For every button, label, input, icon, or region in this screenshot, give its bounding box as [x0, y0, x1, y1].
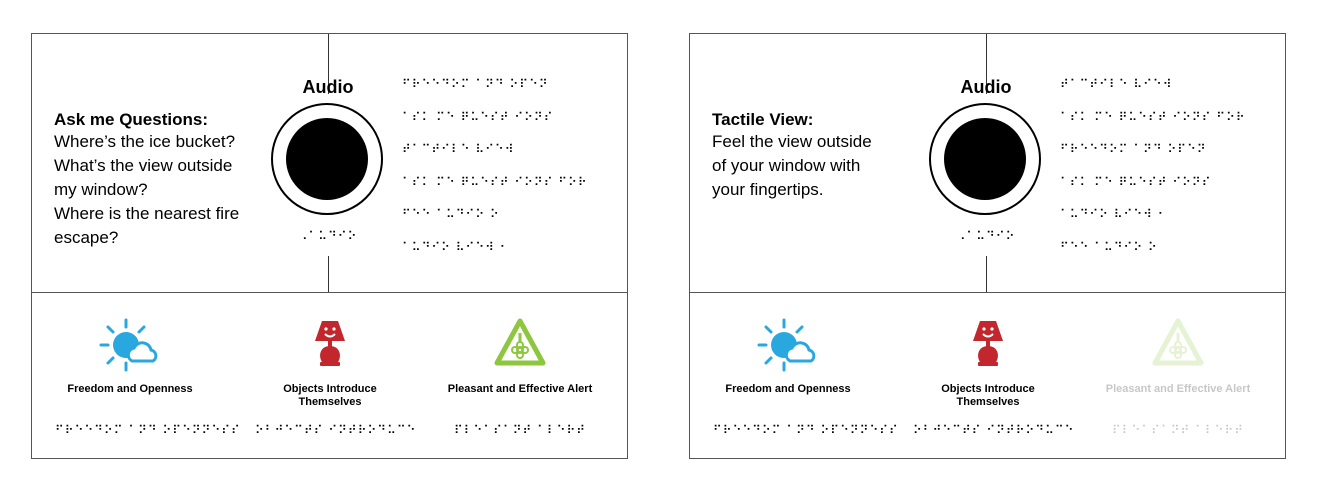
description-text-block [712, 110, 872, 202]
braille-line: ⠁⠎⠅ ⠍⠑ ⠟⠥⠑⠎⠞ ⠊⠕⠝⠎ [1060, 174, 1212, 189]
feature-label: Objects Introduce Themselves [941, 383, 1035, 408]
feature-braille: ⠕⠃⠚⠑⠉⠞⠎ ⠊⠝⠞⠗⠕⠙⠥⠉⠑ [255, 423, 417, 437]
smiling-lamp-icon [298, 317, 362, 373]
smiling-lamp-icon [956, 317, 1020, 373]
feature-alert [445, 317, 595, 437]
panel-title: Tactile View: [712, 110, 814, 129]
feature-label: Freedom and Openness [725, 383, 851, 395]
braille-line: ⠁⠎⠅ ⠍⠑ ⠟⠥⠑⠎⠞ ⠊⠕⠝⠎ [402, 109, 554, 124]
text-line: of your window with [712, 156, 861, 175]
feature-braille: ⠕⠃⠚⠑⠉⠞⠎ ⠊⠝⠞⠗⠕⠙⠥⠉⠑ [913, 423, 1075, 437]
connector-line-bottom [328, 256, 329, 293]
audio-knob[interactable] [271, 103, 383, 215]
question-text-block [54, 110, 239, 250]
audio-knob-center[interactable] [286, 118, 368, 200]
braille-line: ⠁⠥⠙⠊⠕ ⠧⠊⠑⠺ ⠂ [1060, 207, 1168, 221]
card-panel-ask-questions [31, 33, 628, 459]
feature-braille: ⠏⠇⠑⠁⠎⠁⠝⠞ ⠁⠇⠑⠗⠞ [453, 423, 587, 437]
braille-line: ⠋⠑⠑ ⠁⠥⠙⠊⠕ ⠕ [402, 207, 500, 221]
braille-line: ⠋⠗⠑⠑⠙⠕⠍ ⠁⠝⠙ ⠕⠏⠑⠝ [402, 77, 549, 91]
feature-objects [913, 317, 1075, 437]
feature-braille: ⠏⠇⠑⠁⠎⠁⠝⠞ ⠁⠇⠑⠗⠞ [1111, 423, 1245, 437]
text-line: Where is the nearest fire [54, 204, 240, 223]
audio-label: Audio [960, 77, 1012, 97]
connector-line-bottom [986, 256, 987, 293]
audio-braille-label: ⠠⠁⠥⠙⠊⠕ [298, 229, 358, 243]
feature-label: Pleasant and Effective Alert [1105, 383, 1251, 395]
braille-line: ⠞⠁⠉⠞⠊⠇⠑ ⠧⠊⠑⠺ [402, 142, 515, 156]
sun-cloud-icon [756, 317, 820, 373]
braille-line: ⠞⠁⠉⠞⠊⠇⠑ ⠧⠊⠑⠺ [1060, 77, 1173, 91]
braille-line: ⠁⠎⠅ ⠍⠑ ⠟⠥⠑⠎⠞ ⠊⠕⠝⠎ ⠋⠕⠗ [1060, 109, 1246, 124]
text-line: What’s the view outside [54, 156, 233, 175]
text-line: your fingertips. [712, 180, 824, 199]
braille-column [402, 74, 588, 269]
feature-braille: ⠋⠗⠑⠑⠙⠕⠍ ⠁⠝⠙ ⠕⠏⠑⠝⠝⠑⠎⠎ [55, 423, 241, 437]
feature-freedom [55, 317, 241, 437]
feature-label: Freedom and Openness [67, 383, 193, 395]
section-divider [32, 292, 627, 293]
text-line: Feel the view outside [712, 132, 872, 151]
audio-knob-center[interactable] [944, 118, 1026, 200]
sun-cloud-icon [98, 317, 162, 373]
feature-freedom [713, 317, 899, 437]
feature-objects [255, 317, 417, 437]
text-line: Where’s the ice bucket? [54, 132, 236, 151]
card-panel-tactile-view [689, 33, 1286, 459]
braille-column [1060, 74, 1246, 269]
braille-line: ⠁⠥⠙⠊⠕ ⠧⠊⠑⠺ ⠂ [402, 239, 510, 254]
braille-line: ⠋⠑⠑ ⠁⠥⠙⠊⠕ ⠕ [1060, 239, 1158, 254]
audio-knob[interactable] [929, 103, 1041, 215]
section-divider [690, 292, 1285, 293]
text-line: escape? [54, 228, 119, 247]
feature-label: Pleasant and Effective Alert [447, 383, 593, 395]
braille-line: ⠋⠗⠑⠑⠙⠕⠍ ⠁⠝⠙ ⠕⠏⠑⠝ [1060, 142, 1207, 156]
feature-label: Objects Introduce Themselves [283, 383, 377, 408]
warning-flower-icon [1146, 317, 1210, 373]
warning-flower-icon [488, 317, 552, 373]
feature-alert-inactive [1103, 317, 1253, 437]
panel-title: Ask me Questions: [54, 110, 208, 129]
braille-line: ⠁⠎⠅ ⠍⠑ ⠟⠥⠑⠎⠞ ⠊⠕⠝⠎ ⠋⠕⠗ [402, 174, 588, 189]
feature-braille: ⠋⠗⠑⠑⠙⠕⠍ ⠁⠝⠙ ⠕⠏⠑⠝⠝⠑⠎⠎ [713, 423, 899, 437]
audio-label: Audio [302, 77, 354, 97]
text-line: my window? [54, 180, 148, 199]
audio-braille-label: ⠠⠁⠥⠙⠊⠕ [956, 229, 1016, 243]
